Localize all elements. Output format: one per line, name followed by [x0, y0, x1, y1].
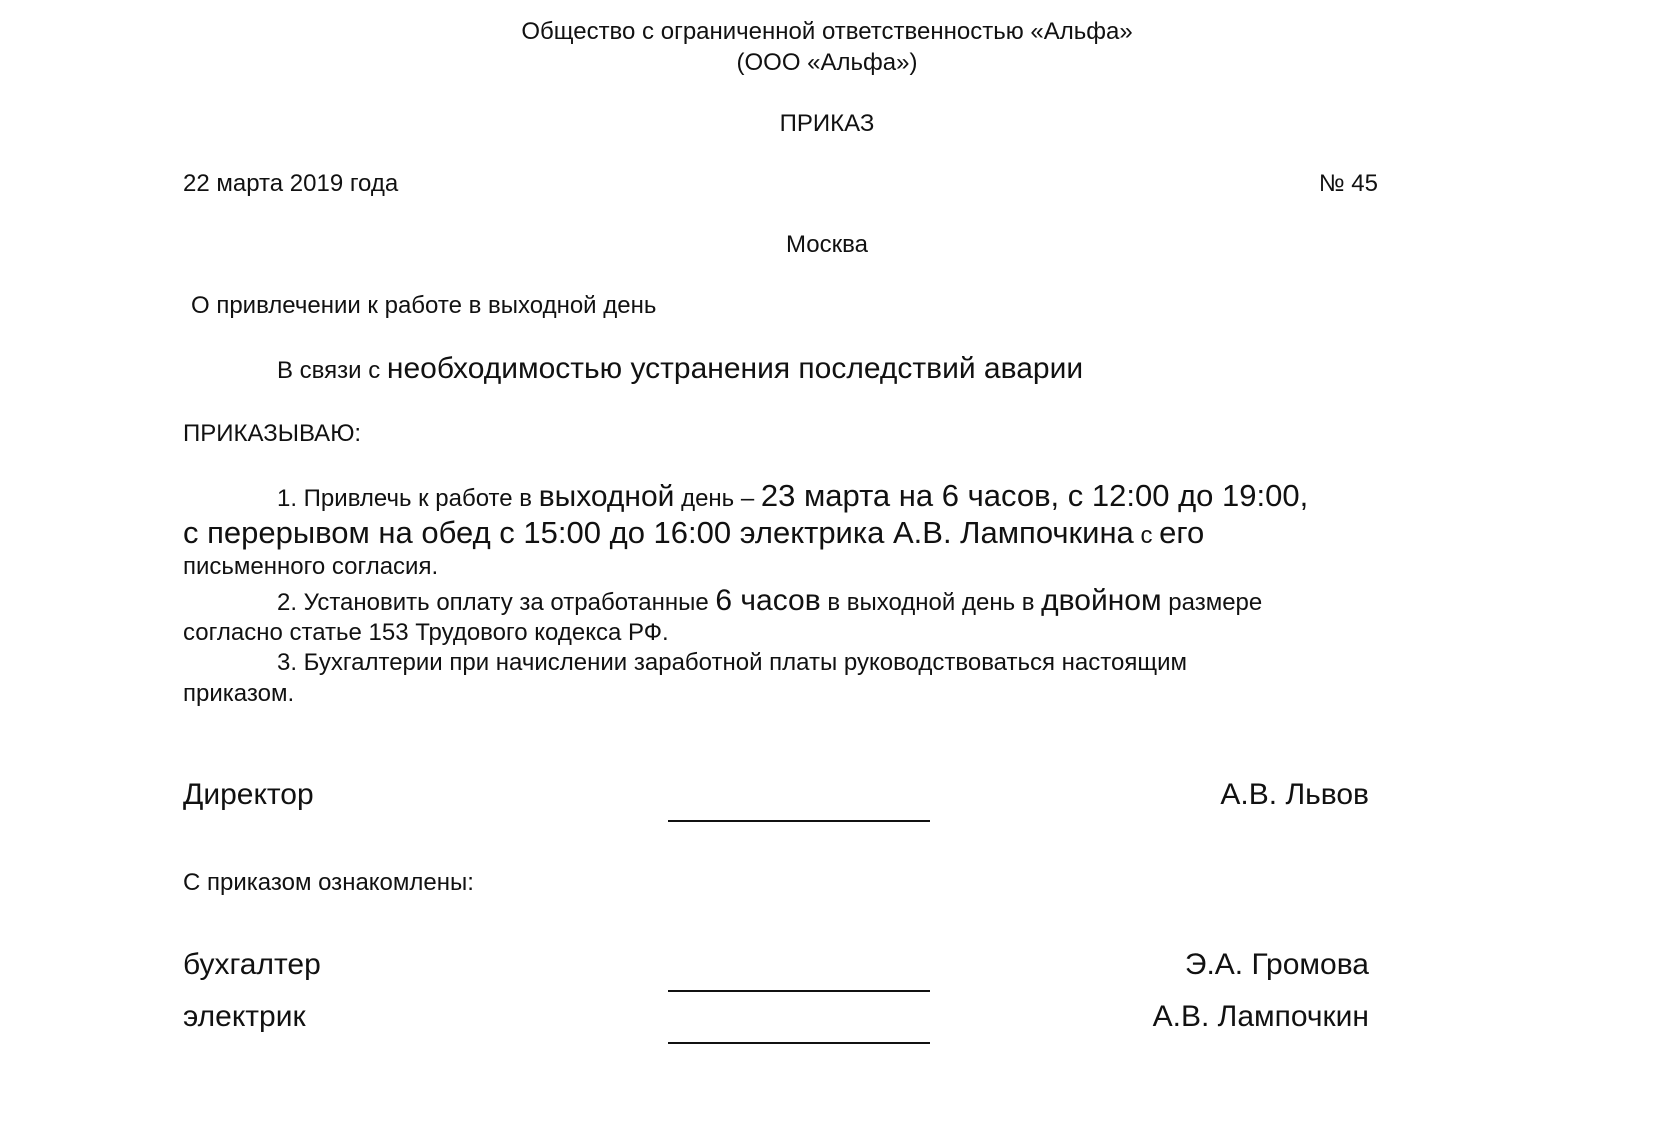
item-3-line-2: приказом.: [183, 680, 295, 707]
electrician-signature-line: [668, 1042, 930, 1044]
organization-short-name: (ООО «Альфа»): [736, 49, 918, 76]
acquainted-role-electrician: электрик: [183, 1000, 306, 1033]
organization-full-name: Общество с ограниченной ответственностью «Альфа»: [521, 18, 1133, 45]
preamble: [277, 352, 1083, 386]
preamble-rest: необходимостью устранения последствий аварии: [386, 352, 1084, 385]
item-2-line-2: согласно статье 153 Трудового кодекса РФ.: [183, 619, 669, 646]
item-2-line-1: 2. Установить оплату за отработанные 6 часов в выходной день в двойном размере: [277, 584, 1263, 617]
order-city: Москва: [786, 231, 868, 258]
item-3-line-1: 3. Бухгалтерии при начислении заработной платы руководствоваться настоящим: [277, 649, 1187, 676]
item-1-line-1: 1. Привлечь к работе в выходной день – 23 марта на 6 часов, с 12:00 до 19:00,: [277, 478, 1309, 513]
acquainted-name-accountant: Э.А. Громова: [1184, 948, 1369, 981]
order-date: 22 марта 2019 года: [183, 170, 399, 197]
item-1-line-2: с перерывом на обед с 15:00 до 16:00 электрика А.В. Лампочкина с его: [183, 515, 1205, 550]
director-signature-line: [668, 820, 930, 822]
director-position: Директор: [183, 778, 314, 811]
order-subject: О привлечении к работе в выходной день: [191, 292, 657, 319]
acquainted-name-electrician: А.В. Лампочкин: [1152, 1000, 1369, 1033]
item-1-line-3: письменного согласия.: [183, 553, 439, 580]
document-type: ПРИКАЗ: [779, 110, 875, 137]
accountant-signature-line: [668, 990, 930, 992]
order-number: № 45: [1318, 170, 1378, 197]
order-word: ПРИКАЗЫВАЮ:: [183, 420, 362, 447]
acquainted-role-accountant: бухгалтер: [183, 948, 321, 981]
director-name: А.В. Львов: [1220, 778, 1369, 811]
preamble-lead: В связи с: [277, 357, 387, 384]
acquainted-label: С приказом ознакомлены:: [183, 869, 474, 896]
